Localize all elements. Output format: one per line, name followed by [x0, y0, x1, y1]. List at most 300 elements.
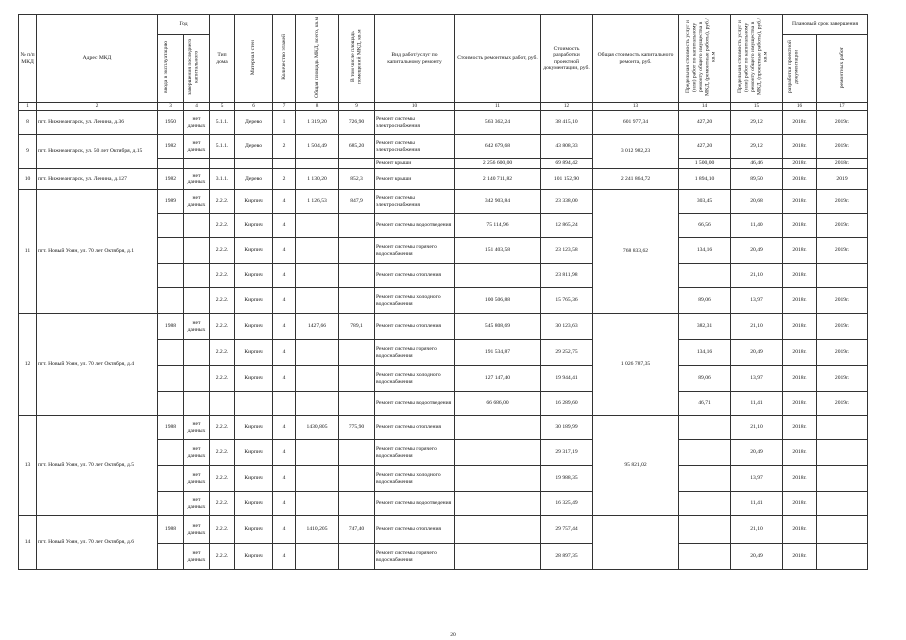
cell-floors: 4 [273, 190, 296, 214]
cell-work-type: Ремонт системы электроснабжения [375, 190, 455, 214]
cell-wall-material: Кирпич [235, 264, 273, 288]
cell-work-type: Ремонт системы горячего водоснабжения [375, 340, 455, 366]
cell-repair-cost: 100 506,88 [455, 288, 541, 314]
cell-work-type: Ремонт системы отопления [375, 264, 455, 288]
cell-repair-cost: 151 403,58 [455, 238, 541, 264]
cell-year-built: 1988 [158, 314, 184, 340]
cell-limit-works [679, 516, 731, 544]
header-premises-area: В том числе площадь помещений МКД, кв.м [349, 30, 362, 85]
cell-year-repair [184, 366, 210, 392]
cell-year-built [158, 492, 184, 516]
cell-limit-works: 303,45 [679, 190, 731, 214]
cell-floors: 4 [273, 288, 296, 314]
header-wall-material: Материал стен [250, 39, 257, 75]
cell-house-type: 5.1.1. [210, 135, 235, 159]
cell-term-works: 2019 [817, 169, 868, 190]
cell-premises-area [339, 466, 375, 492]
table-row [19, 516, 868, 544]
cell-house-type: 2.2.2. [210, 366, 235, 392]
cell-year-repair [184, 392, 210, 416]
cell-floors: 1 [273, 111, 296, 135]
cell-wall-material: Кирпич [235, 340, 273, 366]
cell-house-type: 2.2.2. [210, 264, 235, 288]
cell-year-built: 1982 [158, 169, 184, 190]
cell-floors: 4 [273, 416, 296, 440]
cell-term-works: 2019г. [817, 288, 868, 314]
header-plan-group: Плановый срок завершения [783, 15, 868, 35]
cell-premises-area [339, 440, 375, 466]
cell-limit-design: 20,49 [731, 340, 783, 366]
cell-year-built [158, 340, 184, 366]
cell-total-area [296, 238, 339, 264]
cell-floors: 4 [273, 440, 296, 466]
cell-limit-works [679, 544, 731, 570]
cell-work-type: Ремонт системы водоотведения [375, 214, 455, 238]
column-number: 8 [296, 103, 339, 111]
cell-design-cost: 28 897,35 [541, 544, 593, 570]
header-plan-design: разработки проектной документации [786, 40, 799, 94]
cell-repair-cost: 66 686,00 [455, 392, 541, 416]
cell-premises-area [339, 214, 375, 238]
cell-term-design: 2018г. [783, 340, 817, 366]
column-number: 15 [731, 103, 783, 111]
column-number: 2 [37, 103, 158, 111]
header-limit-works: Предельная стоимость услуг и (или) работ по капитальному ремонту общего имущества в МКД, (ремонтные работы), руб./кв.м [684, 18, 717, 97]
cell-term-design: 2018г. [783, 238, 817, 264]
cell-term-works: 2019г. [817, 135, 868, 159]
cell-wall-material: Кирпич [235, 366, 273, 392]
cell-address: пгт. Новый Уоян, ул. 70 лет Октября, д.6 [37, 516, 158, 570]
cell-work-type: Ремонт крыши [375, 159, 455, 169]
cell-house-type: 2.2.2. [210, 516, 235, 544]
cell-design-cost: 29 252,75 [541, 340, 593, 366]
column-number: 17 [817, 103, 868, 111]
cell-house-type [210, 159, 235, 169]
cell-total-area [296, 366, 339, 392]
cell-work-type: Ремонт системы холодного водоснабжения [375, 366, 455, 392]
cell-design-cost: 15 765,36 [541, 288, 593, 314]
cell-no: 12 [19, 314, 37, 416]
cell-year-built: 1989 [158, 190, 184, 214]
cell-premises-area [339, 544, 375, 570]
cell-limit-works [679, 466, 731, 492]
header-total-cost: Общая стоимость капитального ремонта, руб. [593, 15, 679, 103]
cell-term-design: 2018г. [783, 544, 817, 570]
cell-floors: 4 [273, 544, 296, 570]
cell-address: пгт. Нижнеангарск, ул. Ленина, д.127 [37, 169, 158, 190]
cell-year-built [158, 544, 184, 570]
cell-limit-design: 11,41 [731, 492, 783, 516]
cell-no: 8 [19, 111, 37, 135]
cell-house-type: 2.2.2. [210, 544, 235, 570]
cell-year-built [158, 264, 184, 288]
cell-total-cost: 3 012 982,23 [593, 135, 679, 169]
cell-house-type: 2.2.2. [210, 314, 235, 340]
cell-wall-material: Кирпич [235, 214, 273, 238]
cell-no: 14 [19, 516, 37, 570]
cell-total-cost [593, 516, 679, 570]
cell-year-built [158, 214, 184, 238]
cell-floors: 4 [273, 214, 296, 238]
cell-total-area: 1410,205 [296, 516, 339, 544]
cell-work-type: Ремонт крыши [375, 169, 455, 190]
cell-house-type: 2.2.2. [210, 288, 235, 314]
page-number: 20 [450, 632, 456, 638]
column-number: 7 [273, 103, 296, 111]
cell-design-cost: 30 123,63 [541, 314, 593, 340]
cell-design-cost: 19 944,41 [541, 366, 593, 392]
cell-limit-design: 21,10 [731, 264, 783, 288]
cell-term-works: 2019г. [817, 190, 868, 214]
cell-term-design: 2018г. [783, 288, 817, 314]
cell-design-cost: 38 415,10 [541, 111, 593, 135]
cell-year-repair [184, 159, 210, 169]
cell-term-design: 2018г. [783, 392, 817, 416]
cell-limit-design: 46,46 [731, 159, 783, 169]
cell-limit-design: 20,49 [731, 238, 783, 264]
cell-total-cost: 601 977,34 [593, 111, 679, 135]
cell-wall-material: Кирпич [235, 314, 273, 340]
column-number: 9 [339, 103, 375, 111]
cell-limit-design: 29,12 [731, 111, 783, 135]
table-row [19, 190, 868, 214]
cell-premises-area: 747,40 [339, 516, 375, 544]
cell-limit-works [679, 440, 731, 466]
cell-total-area: 1 130,20 [296, 169, 339, 190]
cell-repair-cost: 127 147,40 [455, 366, 541, 392]
cell-term-works: 2019г. [817, 314, 868, 340]
cell-wall-material: Кирпич [235, 544, 273, 570]
header-no: № п/п МКД [19, 15, 37, 103]
cell-year-repair: нет данных [184, 544, 210, 570]
column-number: 5 [210, 103, 235, 111]
cell-house-type: 2.2.2. [210, 492, 235, 516]
cell-term-works: 2018г. [817, 159, 868, 169]
column-number: 13 [593, 103, 679, 111]
cell-total-area [296, 159, 339, 169]
cell-total-area: 1 126,53 [296, 190, 339, 214]
header-address: Адрес МКД [37, 15, 158, 103]
header-total-area: Общая площадь МКД, всего, кв.м [313, 16, 320, 98]
cell-house-type: 2.2.2. [210, 190, 235, 214]
cell-design-cost: 12 865,24 [541, 214, 593, 238]
cell-floors: 4 [273, 264, 296, 288]
cell-term-design: 2018г. [783, 492, 817, 516]
cell-wall-material: Кирпич [235, 516, 273, 544]
cell-limit-works: 427,20 [679, 111, 731, 135]
cell-year-built [158, 392, 184, 416]
cell-total-area: 1 319,20 [296, 111, 339, 135]
cell-house-type: 2.2.2. [210, 466, 235, 492]
cell-design-cost: 19 988,35 [541, 466, 593, 492]
cell-limit-works: 66,56 [679, 214, 731, 238]
cell-work-type: Ремонт системы электроснабжения [375, 135, 455, 159]
cell-repair-cost: 2 140 711,82 [455, 169, 541, 190]
cell-term-design: 2018г. [783, 190, 817, 214]
column-number: 3 [158, 103, 184, 111]
cell-limit-design: 11,41 [731, 392, 783, 416]
header-work-type: Вид работ/услуг по капитальному ремонту [375, 15, 455, 103]
cell-work-type: Ремонт системы водоотведения [375, 492, 455, 516]
cell-address: пгт. Новый Уоян, ул. 70 лет Октября, д.4 [37, 314, 158, 416]
cell-year-built [158, 159, 184, 169]
header-year-repair: завершения последнего капитального [186, 39, 199, 96]
cell-year-repair: нет данных [184, 314, 210, 340]
cell-house-type: 2.2.2. [210, 416, 235, 440]
cell-term-works: 2019г. [817, 111, 868, 135]
cell-design-cost: 16 289,60 [541, 392, 593, 416]
cell-year-repair: нет данных [184, 466, 210, 492]
cell-house-type: 3.1.1. [210, 169, 235, 190]
cell-term-design: 2018г. [783, 466, 817, 492]
cell-term-works [817, 416, 868, 440]
cell-wall-material: Кирпич [235, 440, 273, 466]
cell-limit-design: 21,10 [731, 516, 783, 544]
cell-wall-material [235, 159, 273, 169]
cell-limit-works: 89,06 [679, 288, 731, 314]
cell-term-works: 2019г. [817, 238, 868, 264]
cell-total-area [296, 492, 339, 516]
cell-limit-design: 20,49 [731, 440, 783, 466]
cell-house-type: 5.1.1. [210, 111, 235, 135]
cell-floors: 2 [273, 169, 296, 190]
cell-year-built: 1982 [158, 135, 184, 159]
cell-house-type: 2.2.2. [210, 214, 235, 238]
column-number: 12 [541, 103, 593, 111]
header-year-built: ввода в эксплуатацию [162, 41, 169, 94]
cell-no: 11 [19, 190, 37, 314]
cell-year-built [158, 238, 184, 264]
cell-total-area [296, 544, 339, 570]
cell-premises-area [339, 492, 375, 516]
cell-limit-works [679, 416, 731, 440]
cell-term-works [817, 440, 868, 466]
cell-year-repair: нет данных [184, 111, 210, 135]
cell-work-type: Ремонт системы горячего водоснабжения [375, 238, 455, 264]
cell-limit-design: 29,12 [731, 135, 783, 159]
cell-year-repair [184, 288, 210, 314]
cell-term-works [817, 264, 868, 288]
cell-design-cost: 16 325,49 [541, 492, 593, 516]
cell-premises-area: 847,9 [339, 190, 375, 214]
cell-premises-area [339, 288, 375, 314]
cell-term-works: 2019г. [817, 366, 868, 392]
cell-term-works [817, 466, 868, 492]
cell-wall-material: Кирпич [235, 238, 273, 264]
cell-total-area [296, 392, 339, 416]
cell-term-works [817, 544, 868, 570]
cell-no: 10 [19, 169, 37, 190]
cell-limit-works: 134,16 [679, 340, 731, 366]
cell-limit-design: 13,97 [731, 288, 783, 314]
cell-term-design: 2018г. [783, 440, 817, 466]
cell-total-area [296, 440, 339, 466]
cell-term-works [817, 516, 868, 544]
cell-repair-cost [455, 264, 541, 288]
cell-year-built [158, 366, 184, 392]
cell-premises-area [339, 159, 375, 169]
cell-limit-design: 13,97 [731, 466, 783, 492]
column-number: 14 [679, 103, 731, 111]
cell-work-type: Ремонт системы холодного водоснабжения [375, 466, 455, 492]
cell-work-type: Ремонт системы горячего водоснабжения [375, 440, 455, 466]
cell-year-repair [184, 214, 210, 238]
cell-total-area [296, 288, 339, 314]
cell-limit-works: 382,31 [679, 314, 731, 340]
cell-repair-cost: 545 808,69 [455, 314, 541, 340]
cell-work-type: Ремонт системы отопления [375, 416, 455, 440]
cell-premises-area: 685,20 [339, 135, 375, 159]
cell-total-area [296, 340, 339, 366]
cell-wall-material: Кирпич [235, 288, 273, 314]
cell-design-cost: 23 811,98 [541, 264, 593, 288]
cell-year-repair: нет данных [184, 169, 210, 190]
cell-wall-material: Кирпич [235, 416, 273, 440]
table-row [19, 314, 868, 340]
cell-address: пгт. Нижнеангарск, ул. Ленина, д.36 [37, 111, 158, 135]
cell-design-cost: 23 338,00 [541, 190, 593, 214]
cell-limit-works [679, 492, 731, 516]
cell-total-cost: 2 241 864,72 [593, 169, 679, 190]
column-number: 11 [455, 103, 541, 111]
cell-design-cost: 43 808,33 [541, 135, 593, 159]
cell-limit-works: 1 500,00 [679, 159, 731, 169]
cell-house-type: 2.2.2. [210, 440, 235, 466]
cell-limit-works: 89,06 [679, 366, 731, 392]
cell-design-cost: 101 152,90 [541, 169, 593, 190]
cell-repair-cost: 75 114,96 [455, 214, 541, 238]
column-number: 10 [375, 103, 455, 111]
cell-repair-cost: 2 256 600,00 [455, 159, 541, 169]
column-number: 16 [783, 103, 817, 111]
cell-premises-area: 789,1 [339, 314, 375, 340]
cell-design-cost: 69 894,42 [541, 159, 593, 169]
cell-total-area [296, 264, 339, 288]
cell-wall-material [235, 392, 273, 416]
cell-repair-cost: 191 534,87 [455, 340, 541, 366]
cell-no: 13 [19, 416, 37, 516]
cell-work-type: Ремонт системы электроснабжения [375, 111, 455, 135]
cell-year-repair: нет данных [184, 416, 210, 440]
header-floors: Количество этажей [280, 34, 287, 81]
cell-wall-material: Дерево [235, 135, 273, 159]
header-repair-cost: Стоимость ремонтных работ, руб. [455, 15, 541, 103]
cell-work-type: Ремонт системы холодного водоснабжения [375, 288, 455, 314]
cell-repair-cost [455, 416, 541, 440]
cell-work-type: Ремонт системы горячего водоснабжения [375, 544, 455, 570]
cell-term-design: 2018г. [783, 135, 817, 159]
table-row [19, 416, 868, 440]
header-house-type: Тип дома [210, 15, 235, 103]
cell-limit-design: 13,97 [731, 366, 783, 392]
cell-floors: 4 [273, 492, 296, 516]
cell-floors: 4 [273, 516, 296, 544]
cell-term-design: 2018г. [783, 264, 817, 288]
capital-repair-register-table [18, 14, 868, 570]
header-design-cost: Стоимость разработки проектной документации, руб. [541, 15, 593, 103]
cell-total-cost: 1 026 787,35 [593, 314, 679, 416]
cell-address: пгт. Новый Уоян, ул. 70 лет Октября, д.5 [37, 416, 158, 516]
column-number: 6 [235, 103, 273, 111]
cell-floors: 2 [273, 135, 296, 159]
cell-floors: 4 [273, 366, 296, 392]
cell-repair-cost: 642 679,68 [455, 135, 541, 159]
cell-term-design: 2018г. [783, 366, 817, 392]
cell-term-design: 2018г. [783, 314, 817, 340]
cell-design-cost: 23 123,58 [541, 238, 593, 264]
cell-premises-area: 726,90 [339, 111, 375, 135]
cell-repair-cost [455, 492, 541, 516]
cell-limit-design: 89,50 [731, 169, 783, 190]
cell-limit-design: 21,10 [731, 416, 783, 440]
cell-term-design: 2018г. [783, 111, 817, 135]
cell-year-repair [184, 238, 210, 264]
cell-total-area [296, 466, 339, 492]
cell-term-design: 2018г. [783, 159, 817, 169]
cell-house-type: 2.2.2. [210, 340, 235, 366]
column-number: 1 [19, 103, 37, 111]
cell-limit-design: 11,40 [731, 214, 783, 238]
cell-limit-works: 46,71 [679, 392, 731, 416]
cell-year-built: 1988 [158, 416, 184, 440]
cell-limit-design: 21,10 [731, 314, 783, 340]
cell-work-type: Ремонт системы отопления [375, 516, 455, 544]
cell-premises-area: 775,90 [339, 416, 375, 440]
cell-limit-works: 427,20 [679, 135, 731, 159]
cell-year-built [158, 466, 184, 492]
cell-term-works [817, 492, 868, 516]
table-row [19, 169, 868, 190]
cell-term-works: 2019г. [817, 214, 868, 238]
cell-year-built: 1950 [158, 111, 184, 135]
cell-total-area [296, 214, 339, 238]
cell-wall-material: Кирпич [235, 190, 273, 214]
cell-repair-cost: 342 903,84 [455, 190, 541, 214]
cell-total-area: 1427,66 [296, 314, 339, 340]
cell-year-built: 1988 [158, 516, 184, 544]
cell-limit-works [679, 264, 731, 288]
cell-term-design: 2018г. [783, 416, 817, 440]
cell-house-type: 2.2.2. [210, 238, 235, 264]
cell-year-repair: нет данных [184, 492, 210, 516]
cell-limit-works: 134,16 [679, 238, 731, 264]
cell-limit-design: 20,49 [731, 544, 783, 570]
cell-total-cost: 768 833,62 [593, 190, 679, 314]
cell-floors: 4 [273, 314, 296, 340]
column-number: 4 [184, 103, 210, 111]
cell-term-design: 2018г. [783, 516, 817, 544]
cell-floors: 4 [273, 238, 296, 264]
cell-term-works: 2019г. [817, 340, 868, 366]
cell-address: пгт. Новый Уоян, ул. 70 лет Октября, д.1 [37, 190, 158, 314]
cell-term-works: 2019г. [817, 392, 868, 416]
cell-premises-area: 852,3 [339, 169, 375, 190]
cell-premises-area [339, 392, 375, 416]
cell-premises-area [339, 366, 375, 392]
cell-year-repair: нет данных [184, 440, 210, 466]
cell-work-type: Ремонт системы водоотведения [375, 392, 455, 416]
cell-year-repair: нет данных [184, 190, 210, 214]
column-number-row [19, 103, 868, 111]
cell-wall-material: Кирпич [235, 492, 273, 516]
header-limit-design: Предельная стоимость услуг и (или) работ по капитальному ремонту общего имущества в МКД, (проектные работы), руб./кв.м [736, 18, 769, 96]
table-row [19, 111, 868, 135]
cell-repair-cost [455, 544, 541, 570]
cell-design-cost: 30 189,99 [541, 416, 593, 440]
cell-repair-cost: 563 362,24 [455, 111, 541, 135]
cell-year-repair [184, 340, 210, 366]
cell-year-repair [184, 264, 210, 288]
